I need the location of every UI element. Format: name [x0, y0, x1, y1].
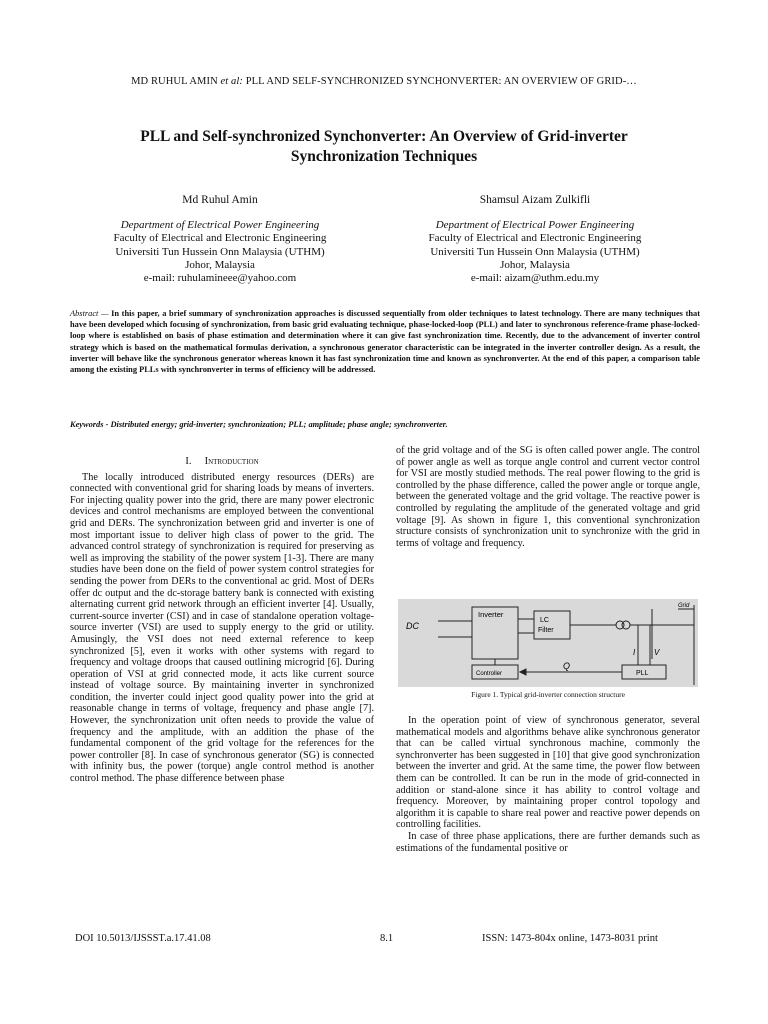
- author-faculty: Faculty of Electrical and Electronic Engineering: [428, 232, 642, 245]
- author-location: Johor, Malaysia: [185, 258, 255, 271]
- label-pll: PLL: [636, 670, 649, 677]
- label-dc: DC: [406, 621, 419, 631]
- running-head-etal: et al:: [220, 76, 243, 87]
- author-location: Johor, Malaysia: [500, 258, 570, 271]
- right-paragraph-1: of the grid voltage and of the SG is often called power angle. The control of power angle as well as torque angle control and current vector control for VSI are mostly studied methods. The real power flowing to the grid is controlled by the phase difference, called the power angle or torque angle, between the generated voltage and the grid voltage. The reactive power is controlled by regulating the amplitude of the generated voltage and grid voltage [9]. As shown in figure 1, this conventional synchronization structure consists of synchronization unit to synchronize with the grid in terms of voltage and frequency.: [396, 445, 700, 549]
- figure-caption: Figure 1. Typical grid-inverter connection structure: [471, 690, 625, 699]
- keywords: Keywords - Distributed energy; grid-inverter; synchronization; PLL; amplitude; phase angle; synchronverter.: [70, 420, 448, 429]
- running-head-authors: MD RUHUL AMIN: [131, 76, 218, 87]
- label-inverter: Inverter: [478, 610, 504, 619]
- right-paragraph-2: In the operation point of view of synchronous generator, several mathematical models and algorithms behave alike synchronous generator that can be called virtual synchronous machine, commonly the synchronverter has been suggested in [10] that give good synchronization between the inverter and grid. At the same time, the power flow between them can be controlled. It can be run in the mode of grid-connected in addition or stand-alone since it has ability to control voltage and frequency. Moreover, by maintaining proper control topology and algorithm it is capable to share real power and reactive power depends on controlling facilities.: [396, 715, 700, 831]
- footer-page-number: 8.1: [380, 933, 394, 944]
- paper-title: PLL and Self-synchronized Synchonverter: An Overview of Grid-inverter Synchronization Techniques: [140, 128, 628, 165]
- section-number: I.: [185, 456, 192, 467]
- author-department: Department of Electrical Power Engineering: [120, 219, 320, 232]
- intro-paragraph: The locally introduced distributed energy resources (DERs) are connected with conventional grid for sharing loads by means of inverters. For injecting quality power into the grid, there are many power electronic devices and control mechanisms are employed between the conventional grid and DERs. The synchronization between grid and inverter is one of most important issue to deliver high class of power to the grid. The advanced control strategy of synchronization is required for preserving as well as improving the stability of the power system [1-3]. There are many studies have been done on the field of power system control strategies for sending the power from DERs to the conventional ac grid. Most of DERs offer dc output and the dc-storage battery bank is connected with existing alternating current grid network through an efficient inverter [4]. Usually, current-source inverter (CSI) and in case of standalone operation voltage-source inverter (VSI) are used to supply energy to the grid or utility. Amusingly, the VSI does not need external reference to keep synchronized [5], even it works with other systems with regard to frequency and voltage droops that caused outlining microgrid [6]. During operation of VSI at grid connected mode, it acts like current source instead of voltage source. By maintaining inverter in synchronized condition, the inverter could inject good quality power into the grid at reasonable change in terms of voltage, frequency and phase angle [7]. However, the synchronization unit often needs to provide the value of frequency and the amplitude, with an addition the phase of the fundamental component of the grid voltage for the references for the power controller [8]. In case of synchronous generator (SG) is connected with infinity bus, the power (torque) angle control method is another control method. The phase difference between phase: [70, 471, 374, 785]
- footer-issn: ISSN: 1473-804x online, 1473-8031 print: [482, 933, 658, 944]
- right-column-top: [396, 445, 700, 549]
- label-grid: Grid: [678, 603, 690, 609]
- footer-doi: DOI 10.5013/IJSSST.a.17.41.08: [75, 933, 211, 944]
- figure-1: [398, 599, 698, 687]
- author-block-2: [385, 194, 685, 285]
- author-email: e-mail: aizam@uthm.edu.my: [470, 272, 600, 285]
- label-v: V: [654, 648, 660, 657]
- label-q: Q: [563, 661, 571, 671]
- author-department: Department of Electrical Power Engineering: [435, 219, 635, 232]
- author-name: Shamsul Aizam Zulkifli: [479, 194, 591, 206]
- running-head: [0, 76, 768, 87]
- author-name: Md Ruhul Amin: [182, 194, 258, 206]
- author-block-1: [70, 194, 370, 285]
- running-head-title: PLL AND SELF-SYNCHRONIZED SYNCHONVERTER: AN OVERVIEW OF GRID-…: [245, 76, 637, 87]
- label-filter: Filter: [538, 627, 554, 634]
- author-university: Universiti Tun Hussein Onn Malaysia (UTHM): [115, 245, 325, 258]
- author-university: Universiti Tun Hussein Onn Malaysia (UTHM): [430, 245, 640, 258]
- abstract-lead: Abstract —: [70, 309, 109, 318]
- abstract: [70, 308, 700, 375]
- grid-inverter-diagram: [398, 599, 698, 687]
- author-faculty: Faculty of Electrical and Electronic Engineering: [113, 232, 327, 245]
- section-title: Introduction: [204, 456, 259, 467]
- right-column-bottom: [396, 715, 700, 854]
- author-email: e-mail: ruhulamineee@yahoo.com: [143, 272, 297, 285]
- right-paragraph-3: In case of three phase applications, there are further demands such as estimations of the fundamental positive or: [396, 830, 700, 854]
- abstract-text: In this paper, a brief summary of synchronization approaches is discussed sequentially from older techniques to latest technology. There are many techniques that have been developed which focusing of synchronization, from basic grid evaluating technique, phase-locked-loop (PLL) and later to synchronous reference-frame phase-locked-loop where is established on basis of phase estimation and determination where it can give fast synchronization time. Recently, due to the advancement of inverter control strategy which is based on the mathematical formulas derivation, a synchronous generator characteristic can be integrated in the inverter controller design. As a result, the inverter will behave like the synchronous generator whereas known it has fast synchronization time and known as synchronverter. At the end of this paper, a comparison table among the existing PLLs with synchronverter in terms of efficiency will be addressed.: [70, 309, 700, 375]
- section-heading: [70, 456, 374, 468]
- label-i: I: [633, 648, 636, 657]
- left-column: [70, 456, 374, 785]
- label-controller: Controller: [476, 671, 503, 677]
- label-lc: LC: [540, 617, 549, 624]
